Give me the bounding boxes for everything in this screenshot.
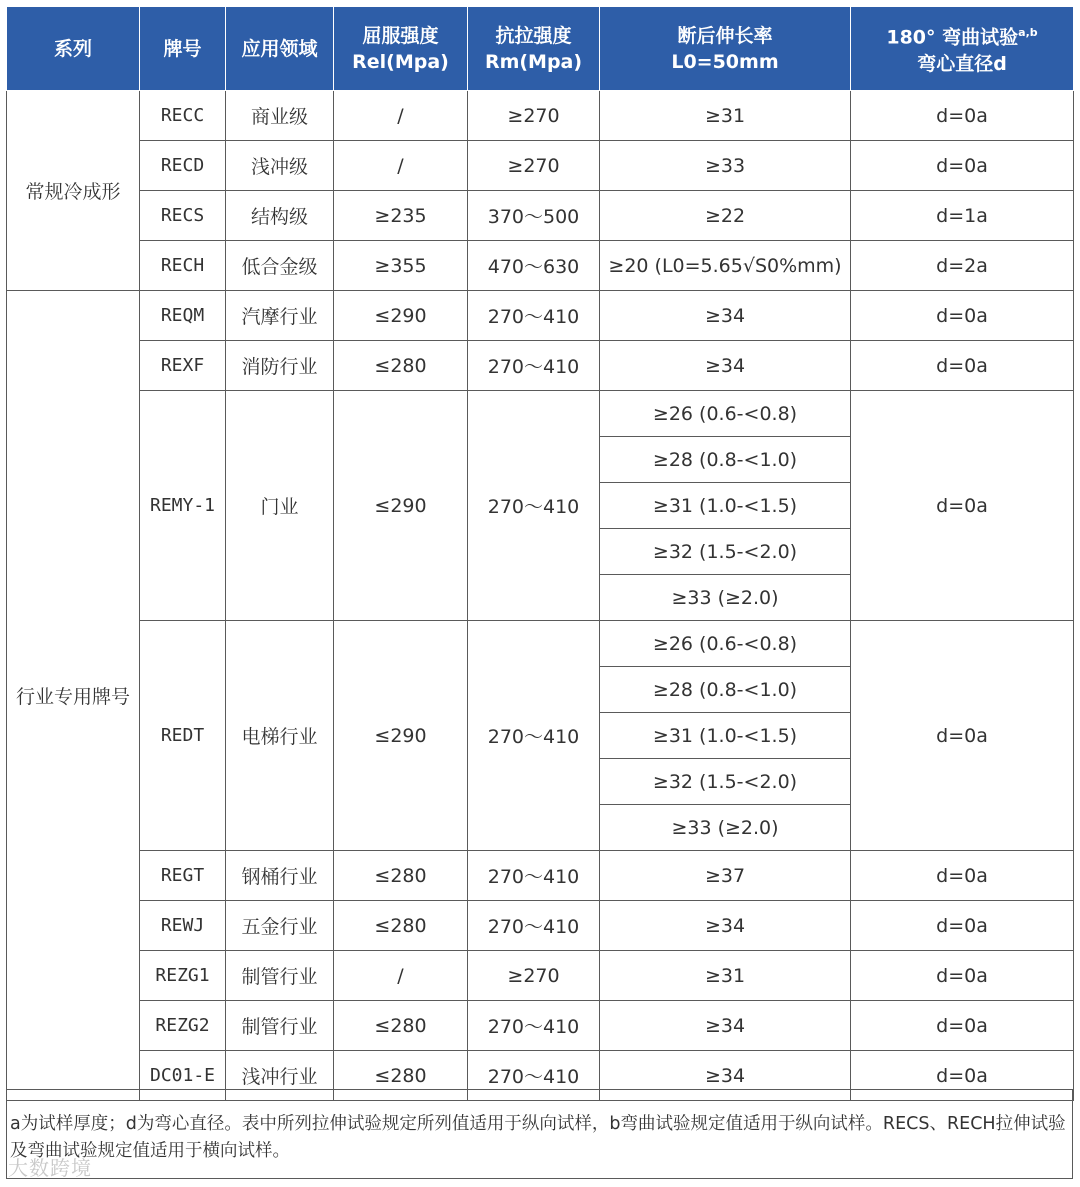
- series-cell: 常规冷成形: [7, 91, 140, 291]
- tensile-cell: 470～630: [468, 241, 600, 291]
- yield-cell: ≤280: [334, 851, 468, 901]
- footnote-box: [6, 1089, 1073, 1179]
- elongation-cell: ≥32 (1.5-<2.0): [600, 759, 851, 805]
- grade-cell: REXF: [140, 341, 226, 391]
- elongation-cell: ≥34: [600, 1001, 851, 1051]
- application-cell: 浅冲行业: [226, 1051, 334, 1101]
- tensile-cell: ≥270: [468, 91, 600, 141]
- elongation-cell: ≥34: [600, 291, 851, 341]
- table-row: [7, 621, 1074, 667]
- elongation-cell: ≥31: [600, 951, 851, 1001]
- bend-cell: d=1a: [851, 191, 1074, 241]
- yield-cell: ≥355: [334, 241, 468, 291]
- yield-cell: ≤280: [334, 1001, 468, 1051]
- table-row: [7, 1001, 1074, 1051]
- yield-cell: ≤280: [334, 1051, 468, 1101]
- bend-cell: d=0a: [851, 391, 1074, 621]
- table-row: [7, 291, 1074, 341]
- yield-cell: ≤290: [334, 291, 468, 341]
- bend-cell: d=0a: [851, 341, 1074, 391]
- application-cell: 制管行业: [226, 951, 334, 1001]
- application-cell: 制管行业: [226, 1001, 334, 1051]
- table-body: [7, 91, 1074, 1101]
- application-cell: 商业级: [226, 91, 334, 141]
- header-application: 应用领域: [226, 7, 334, 91]
- elongation-cell: ≥33 (≥2.0): [600, 805, 851, 851]
- application-cell: 消防行业: [226, 341, 334, 391]
- bend-cell: d=0a: [851, 141, 1074, 191]
- tensile-cell: 270～410: [468, 901, 600, 951]
- grade-cell: REQM: [140, 291, 226, 341]
- header-elongation-line1: 断后伸长率: [677, 24, 773, 47]
- application-cell: 汽摩行业: [226, 291, 334, 341]
- application-cell: 低合金级: [226, 241, 334, 291]
- tensile-cell: 270～410: [468, 391, 600, 621]
- header-yield-line2: Rel(Mpa): [352, 50, 449, 73]
- yield-cell: /: [334, 951, 468, 1001]
- header-elongation: [600, 7, 851, 91]
- header-tensile: [468, 7, 600, 91]
- header-yield-line1: 屈服强度: [362, 24, 439, 47]
- elongation-cell: ≥34: [600, 1051, 851, 1101]
- yield-cell: ≤280: [334, 901, 468, 951]
- elongation-cell: ≥28 (0.8-<1.0): [600, 667, 851, 713]
- yield-cell: ≤280: [334, 341, 468, 391]
- bend-cell: d=0a: [851, 291, 1074, 341]
- header-tensile-line2: Rm(Mpa): [484, 50, 583, 73]
- elongation-cell: ≥34: [600, 901, 851, 951]
- series-cell: 行业专用牌号: [7, 291, 140, 1101]
- grade-cell: REWJ: [140, 901, 226, 951]
- table-row: [7, 91, 1074, 141]
- header-yield: [334, 7, 468, 91]
- tensile-cell: 270～410: [468, 341, 600, 391]
- bend-cell: d=0a: [851, 901, 1074, 951]
- tensile-cell: 270～410: [468, 621, 600, 851]
- application-cell: 浅冲级: [226, 141, 334, 191]
- elongation-cell: ≥26 (0.6-<0.8): [600, 621, 851, 667]
- yield-cell: ≤290: [334, 621, 468, 851]
- spec-table: [6, 6, 1074, 1101]
- tensile-cell: 270～410: [468, 1001, 600, 1051]
- grade-cell: REGT: [140, 851, 226, 901]
- grade-cell: RECC: [140, 91, 226, 141]
- tensile-cell: 270～410: [468, 291, 600, 341]
- header-row: [7, 7, 1074, 91]
- elongation-cell: ≥37: [600, 851, 851, 901]
- yield-cell: ≥235: [334, 191, 468, 241]
- bend-cell: d=0a: [851, 91, 1074, 141]
- elongation-cell: ≥28 (0.8-<1.0): [600, 437, 851, 483]
- table-row: [7, 901, 1074, 951]
- elongation-cell: ≥34: [600, 341, 851, 391]
- elongation-cell: ≥31 (1.0-<1.5): [600, 483, 851, 529]
- bend-cell: d=0a: [851, 951, 1074, 1001]
- elongation-cell: ≥26 (0.6-<0.8): [600, 391, 851, 437]
- grade-cell: REMY-1: [140, 391, 226, 621]
- grade-cell: DC01-E: [140, 1051, 226, 1101]
- elongation-cell: ≥22: [600, 191, 851, 241]
- grade-cell: REDT: [140, 621, 226, 851]
- table-row: [7, 141, 1074, 191]
- bend-cell: d=0a: [851, 1051, 1074, 1101]
- tensile-cell: 270～410: [468, 1051, 600, 1101]
- bend-cell: d=0a: [851, 851, 1074, 901]
- table-row: [7, 341, 1074, 391]
- elongation-cell: ≥32 (1.5-<2.0): [600, 529, 851, 575]
- tensile-cell: 370～500: [468, 191, 600, 241]
- bend-cell: d=0a: [851, 621, 1074, 851]
- header-elongation-line2: L0=50mm: [671, 50, 779, 73]
- tensile-cell: ≥270: [468, 141, 600, 191]
- grade-cell: REZG2: [140, 1001, 226, 1051]
- watermark: [8, 1152, 92, 1181]
- table-row: [7, 851, 1074, 901]
- elongation-cell: ≥33 (≥2.0): [600, 575, 851, 621]
- header-grade: 牌号: [140, 7, 226, 91]
- application-cell: 电梯行业: [226, 621, 334, 851]
- table-row: [7, 391, 1074, 437]
- tensile-cell: ≥270: [468, 951, 600, 1001]
- yield-cell: ≤290: [334, 391, 468, 621]
- bend-cell: d=2a: [851, 241, 1074, 291]
- table-row: [7, 241, 1074, 291]
- tensile-cell: 270～410: [468, 851, 600, 901]
- application-cell: 钢桶行业: [226, 851, 334, 901]
- yield-cell: /: [334, 141, 468, 191]
- application-cell: 五金行业: [226, 901, 334, 951]
- header-series: 系列: [7, 7, 140, 91]
- table-row: [7, 191, 1074, 241]
- spec-table-area: [6, 6, 1073, 1090]
- elongation-cell: ≥31 (1.0-<1.5): [600, 713, 851, 759]
- grade-cell: RECD: [140, 141, 226, 191]
- elongation-cell: ≥20 (L0=5.65√S0%mm): [600, 241, 851, 291]
- grade-cell: RECH: [140, 241, 226, 291]
- application-cell: 结构级: [226, 191, 334, 241]
- bend-cell: d=0a: [851, 1001, 1074, 1051]
- elongation-cell: ≥33: [600, 141, 851, 191]
- footnote-text: a为试样厚度；d为弯心直径。表中所列拉伸试验规定所列值适用于纵向试样，b弯曲试验规定值适用于纵向试样。RECS、RECH拉伸试验及弯曲试验规定值适用于横向试样。: [10, 1114, 1066, 1161]
- watermark-text: 大数跨境: [8, 1156, 92, 1180]
- header-bend-line2: 弯心直径d: [917, 52, 1007, 75]
- grade-cell: RECS: [140, 191, 226, 241]
- header-bend-line1: 180° 弯曲试验: [886, 26, 1019, 49]
- application-cell: 门业: [226, 391, 334, 621]
- elongation-cell: ≥31: [600, 91, 851, 141]
- grade-cell: REZG1: [140, 951, 226, 1001]
- table-row: [7, 951, 1074, 1001]
- header-tensile-line1: 抗拉强度: [495, 24, 572, 47]
- header-bend-sup: a,b: [1018, 26, 1038, 40]
- header-bend: [851, 7, 1074, 91]
- yield-cell: /: [334, 91, 468, 141]
